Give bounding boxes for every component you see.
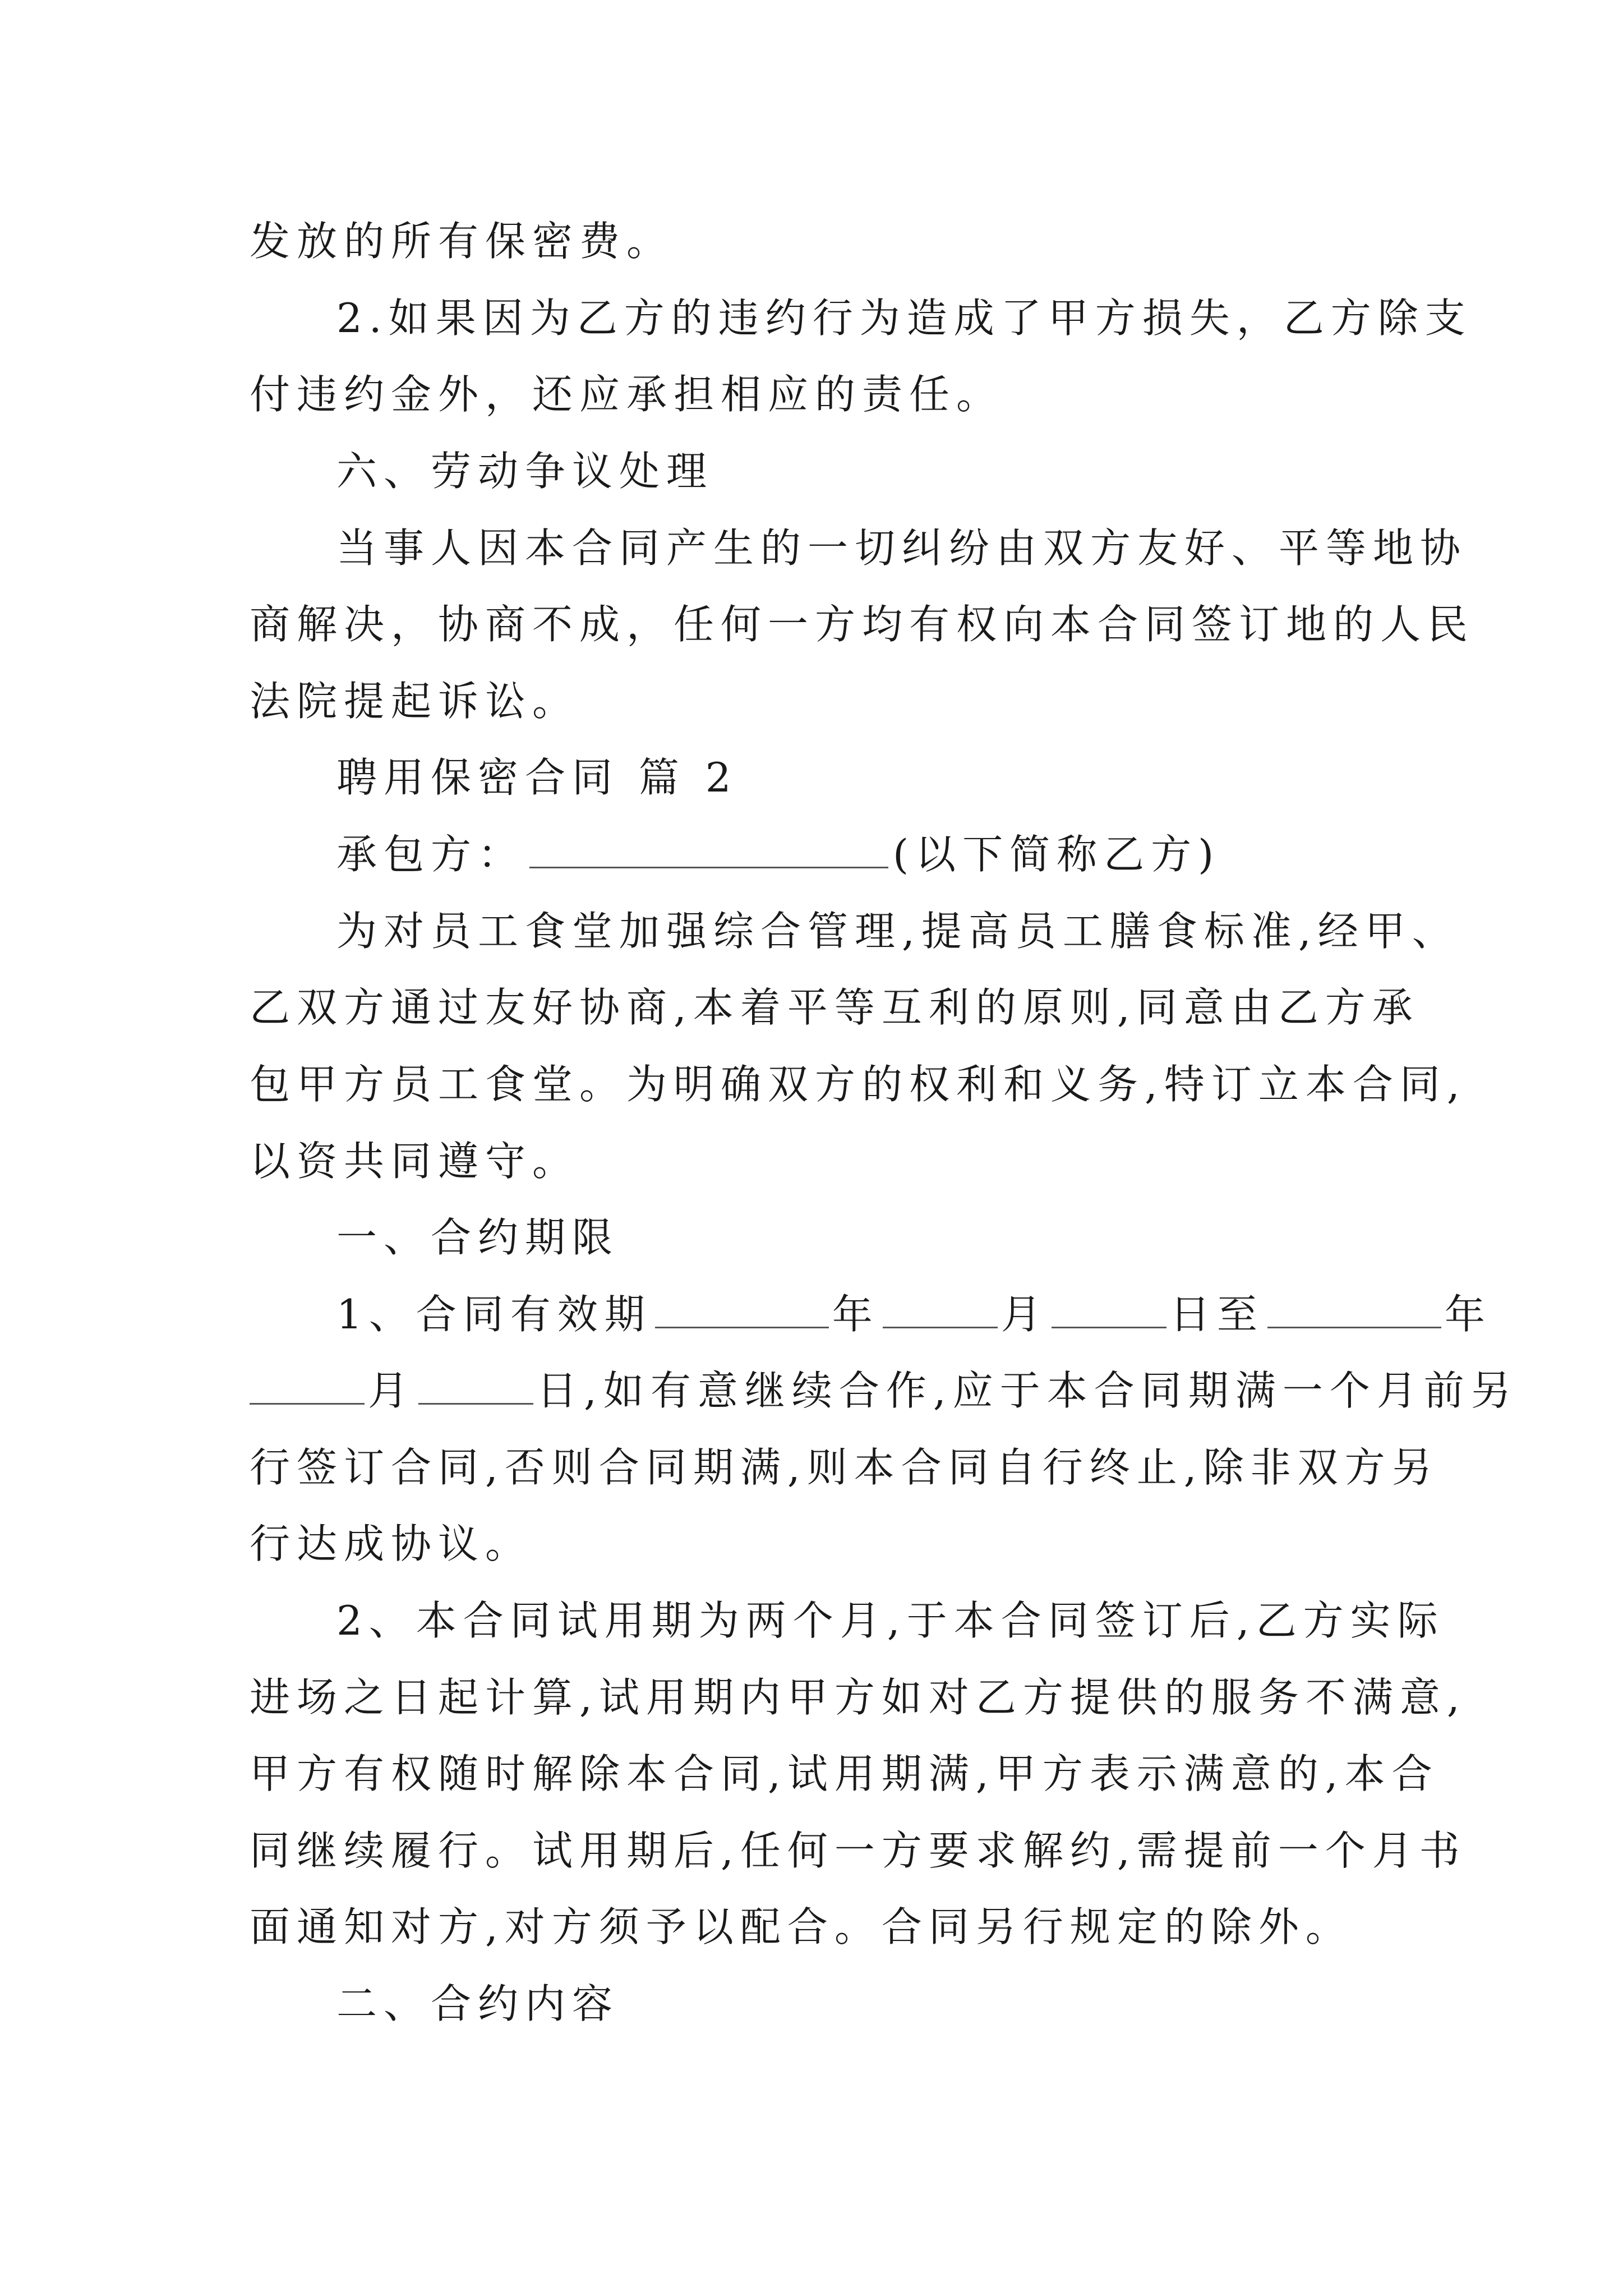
contractor-line <box>336 829 1220 880</box>
contractor-label: 承包方： <box>336 831 525 878</box>
section-heading-labor-dispute: 六、劳动争议处理 <box>336 448 714 495</box>
validity-period-line-2 <box>250 1365 1518 1416</box>
paragraph-line: 当事人因本合同产生的一切纠纷由双方友好、平等地协 <box>336 524 1468 572</box>
validity-label: 1、合同有效期 <box>336 1291 652 1338</box>
paragraph-line: 发放的所有保密费。 <box>250 218 674 265</box>
month-label: 月 <box>1000 1291 1048 1338</box>
trial-period-clause: 2、本合同试用期为两个月,于本合同签订后,乙方实际 <box>336 1597 1445 1644</box>
start-year-blank <box>655 1292 829 1328</box>
paragraph-line: 以资共同遵守。 <box>250 1138 580 1185</box>
start-day-blank <box>1052 1292 1166 1328</box>
day-to-label: 日至 <box>1169 1291 1264 1338</box>
paragraph-line: 包甲方员工食堂。为明确双方的权利和义务,特订立本合同, <box>250 1061 1467 1108</box>
paragraph-line: 面通知对方,对方须予以配合。合同另行规定的除外。 <box>250 1903 1353 1950</box>
paragraph-line: 甲方有权随时解除本合同,试用期满,甲方表示满意的,本合 <box>250 1750 1439 1797</box>
contract-title-part-2: 聘用保密合同 篇 2 <box>336 754 738 801</box>
month-label: 月 <box>368 1367 416 1414</box>
paragraph-line: 为对员工食堂加强综合管理,提高员工膳食标准,经甲、 <box>336 908 1459 955</box>
year-label: 年 <box>832 1291 879 1338</box>
paragraph-line: 付违约金外，还应承担相应的责任。 <box>250 371 1004 418</box>
section-heading-content: 二、合约内容 <box>336 1980 620 2027</box>
renewal-text: 日,如有意继续合作,应于本合同期满一个月前另 <box>537 1367 1518 1414</box>
section-heading-term: 一、合约期限 <box>336 1214 620 1261</box>
paragraph-line: 同继续履行。试用期后,任何一方要求解约,需提前一个月书 <box>250 1827 1467 1874</box>
paragraph-line: 商解决，协商不成，任何一方均有权向本合同签订地的人民 <box>250 601 1475 648</box>
contractor-abbrev: (以下简称乙方) <box>893 831 1221 878</box>
clause-5-2-line: 2.如果因为乙方的违约行为造成了甲方损失，乙方除支 <box>336 295 1472 342</box>
end-day-blank <box>418 1368 533 1405</box>
end-month-blank <box>250 1368 365 1405</box>
paragraph-line: 行达成协议。 <box>250 1520 533 1567</box>
contractor-name-blank <box>529 832 888 868</box>
end-year-blank <box>1267 1292 1441 1328</box>
paragraph-line: 乙双方通过友好协商,本着平等互利的原则,同意由乙方承 <box>250 984 1419 1031</box>
paragraph-line: 进场之日起计算,试用期内甲方如对乙方提供的服务不满意, <box>250 1674 1467 1721</box>
paragraph-line: 法院提起诉讼。 <box>250 678 580 725</box>
paragraph-line: 行签订合同,否则合同期满,则本合同自行终止,除非双方另 <box>250 1444 1439 1491</box>
year-label: 年 <box>1444 1291 1492 1338</box>
start-month-blank <box>883 1292 998 1328</box>
validity-period-line <box>336 1289 1492 1340</box>
